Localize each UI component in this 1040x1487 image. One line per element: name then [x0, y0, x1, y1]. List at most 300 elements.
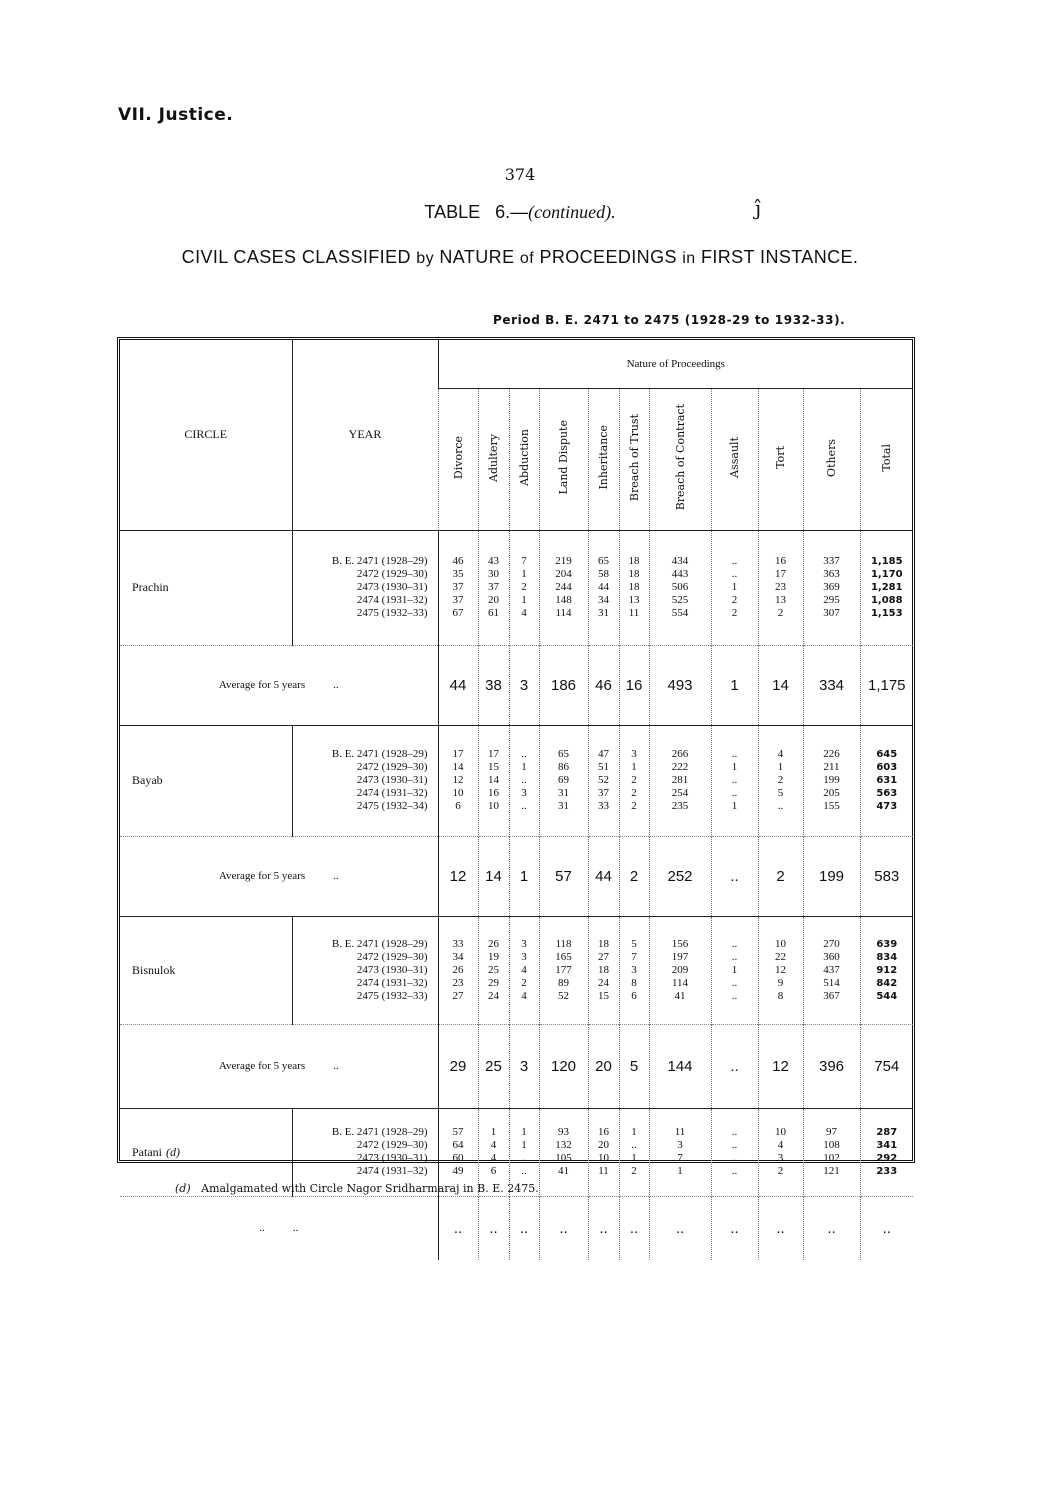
- value-cell: 9: [777, 976, 784, 989]
- value-cell: 23: [775, 581, 786, 593]
- value-cell: 1: [490, 1126, 497, 1138]
- footnote-text: Amalgamated with Circle Nagor Sridharmaraj in B. E. 2475.: [201, 1182, 539, 1195]
- heading-by: by: [416, 250, 434, 267]
- column-header-label: Land Dispute: [557, 420, 570, 495]
- year-list: [292, 725, 438, 836]
- average-value: ..: [711, 836, 758, 916]
- column-header-label: Assault: [728, 437, 741, 478]
- value-cell: 1: [731, 761, 738, 773]
- value-cell: ..: [521, 1165, 527, 1177]
- average-value: 20: [588, 1024, 619, 1108]
- column-header: [619, 388, 649, 530]
- value-cell: 24: [488, 989, 499, 1002]
- value-cell: 1: [731, 800, 738, 812]
- year-label: 2472 (1929–30): [356, 761, 428, 773]
- value-cell: 20: [598, 1139, 609, 1151]
- value-column: [588, 725, 619, 836]
- value-cell: ..: [521, 800, 527, 812]
- value-cell: 10: [488, 800, 499, 812]
- value-cell: 108: [823, 1139, 840, 1151]
- column-header: [478, 388, 509, 530]
- value-cell: 5: [631, 937, 637, 950]
- value-cell: 6: [490, 1165, 497, 1177]
- value-column: [438, 725, 478, 836]
- average-value: 3: [509, 1024, 539, 1108]
- value-cell: 24: [598, 976, 609, 989]
- average-value: 186: [539, 645, 588, 725]
- average-value: 2: [758, 836, 803, 916]
- value-cell: 121: [823, 1165, 840, 1177]
- value-cell: 506: [671, 581, 689, 593]
- average-value: 29: [438, 1024, 478, 1108]
- average-value: 12: [758, 1024, 803, 1108]
- average-value: 25: [478, 1024, 509, 1108]
- table-number: 6.—: [495, 202, 529, 222]
- value-cell: 31: [598, 607, 609, 619]
- value-cell: 132: [555, 1139, 572, 1151]
- value-cell: 33: [598, 800, 609, 812]
- value-cell: 842: [876, 977, 898, 989]
- average-value: 14: [478, 836, 509, 916]
- value-cell: ..: [731, 1165, 738, 1177]
- value-cell: 4: [521, 607, 527, 619]
- year-label: 2475 (1932–34): [356, 800, 428, 812]
- value-column: [588, 916, 619, 1024]
- value-cell: 19: [488, 950, 499, 963]
- table-title: [0, 202, 1040, 223]
- average-value: ..: [509, 1196, 539, 1260]
- value-cell: 44: [598, 581, 609, 593]
- value-column: [539, 916, 588, 1024]
- value-cell: 6: [455, 800, 461, 812]
- column-header-label: Others: [825, 438, 838, 477]
- value-cell: ..: [731, 1139, 738, 1151]
- value-cell: ..: [731, 748, 738, 760]
- value-cell: 341: [876, 1140, 898, 1151]
- value-cell: 270: [823, 937, 840, 950]
- value-column: [539, 725, 588, 836]
- year-label: 2474 (1931–32): [356, 976, 428, 989]
- average-value: 1,175: [860, 645, 913, 725]
- value-cell: 31: [558, 787, 569, 799]
- circle-data-row: [120, 530, 913, 645]
- value-column: [588, 1108, 619, 1196]
- value-cell: 1: [521, 568, 527, 580]
- value-cell: 37: [452, 594, 464, 606]
- value-column: [649, 530, 711, 645]
- average-value: 5: [619, 1024, 649, 1108]
- column-header: [509, 388, 539, 530]
- value-cell: 23: [452, 976, 464, 989]
- average-value: 44: [588, 836, 619, 916]
- value-cell: 43: [488, 555, 499, 567]
- average-value: 12: [438, 836, 478, 916]
- year-list: [292, 916, 438, 1024]
- column-header: [711, 388, 758, 530]
- value-cell: 11: [674, 1126, 686, 1138]
- value-cell: 912: [876, 964, 898, 976]
- average-value: 14: [758, 645, 803, 725]
- value-cell: 27: [598, 950, 609, 963]
- value-column: [438, 530, 478, 645]
- average-value: 334: [803, 645, 860, 725]
- average-leader-dots: ..: [333, 679, 339, 691]
- value-cell: 205: [823, 787, 840, 799]
- value-cell: 631: [876, 775, 898, 786]
- value-column: [649, 1108, 711, 1196]
- value-cell: 1: [521, 594, 527, 606]
- value-cell: 10: [775, 937, 786, 950]
- value-cell: 307: [823, 607, 840, 619]
- value-cell: 37: [488, 581, 499, 593]
- value-cell: 2: [631, 1165, 637, 1177]
- value-cell: 31: [558, 800, 569, 812]
- value-cell: 12: [452, 774, 464, 786]
- value-column: [539, 1108, 588, 1196]
- value-cell: 14: [488, 774, 499, 786]
- value-cell: 52: [598, 774, 609, 786]
- value-cell: 2: [777, 774, 784, 786]
- year-label: 2473 (1930–31): [356, 1152, 428, 1164]
- value-cell: 17: [488, 748, 499, 760]
- value-cell: 204: [555, 568, 572, 580]
- average-value: 1: [711, 645, 758, 725]
- average-value: 396: [803, 1024, 860, 1108]
- circle-label: Bisnulok: [132, 962, 176, 977]
- column-header: [649, 388, 711, 530]
- average-value: 44: [438, 645, 478, 725]
- year-label: 2472 (1929–30): [356, 950, 428, 963]
- value-cell: 102: [823, 1152, 840, 1164]
- value-cell: 473: [876, 801, 898, 812]
- value-cell: 16: [488, 787, 499, 799]
- circle-name: [120, 916, 292, 1024]
- value-cell: 15: [598, 989, 609, 1002]
- value-cell: 17: [452, 748, 464, 760]
- value-cell: 35: [452, 568, 464, 580]
- average-value: ..: [711, 1196, 758, 1260]
- value-cell: 367: [823, 989, 840, 1002]
- average-label-text: Average for 5 years: [218, 679, 306, 691]
- average-leader-dots: ..: [333, 870, 339, 882]
- value-cell: 18: [628, 568, 640, 580]
- average-row: [120, 1196, 913, 1260]
- value-cell: 29: [488, 976, 499, 989]
- value-cell: 1: [777, 761, 784, 773]
- heading-of: of: [519, 250, 535, 267]
- value-cell: 41: [674, 989, 686, 1002]
- value-column: [803, 1108, 860, 1196]
- value-cell: 4: [490, 1139, 497, 1151]
- value-cell: 46: [452, 555, 464, 567]
- value-cell: 211: [823, 761, 840, 773]
- value-cell: 209: [671, 963, 689, 976]
- value-cell: 26: [452, 963, 464, 976]
- value-column: [619, 916, 649, 1024]
- value-cell: 18: [598, 937, 609, 950]
- value-cell: 563: [876, 788, 898, 799]
- value-cell: 222: [671, 761, 689, 773]
- table-label: TABLE: [424, 202, 481, 222]
- value-cell: ..: [731, 1152, 738, 1164]
- average-row: [120, 1024, 913, 1108]
- average-value: 754: [860, 1024, 913, 1108]
- column-header-label: Breach of Trust: [627, 413, 641, 502]
- value-cell: 8: [777, 989, 784, 1002]
- value-cell: 148: [555, 594, 572, 606]
- average-value: 57: [539, 836, 588, 916]
- value-cell: 3: [777, 1152, 784, 1164]
- value-cell: 437: [823, 963, 840, 976]
- average-value: ..: [539, 1196, 588, 1260]
- year-label: 2474 (1931–32): [356, 787, 428, 799]
- value-cell: ..: [731, 555, 738, 567]
- value-cell: 544: [876, 990, 898, 1002]
- average-value: 16: [619, 645, 649, 725]
- average-value: 2: [619, 836, 649, 916]
- heading-in: in: [682, 250, 696, 267]
- average-value: 252: [649, 836, 711, 916]
- value-cell: 58: [598, 568, 609, 580]
- year-label: B. E. 2471 (1928–29): [331, 748, 428, 760]
- value-cell: 1: [521, 1126, 527, 1138]
- value-cell: 69: [558, 774, 569, 786]
- value-column: [803, 725, 860, 836]
- value-column: [588, 530, 619, 645]
- year-header: YEAR: [292, 340, 438, 530]
- value-cell: 199: [823, 774, 840, 786]
- value-cell: 14: [452, 761, 464, 773]
- year-label: B. E. 2471 (1928–29): [331, 555, 428, 567]
- value-cell: 292: [876, 1153, 898, 1164]
- value-cell: 1,153: [870, 608, 903, 619]
- value-cell: 65: [558, 748, 569, 760]
- value-cell: 11: [598, 1165, 609, 1177]
- circle-label: Prachin: [132, 580, 169, 594]
- value-cell: ..: [731, 950, 738, 963]
- value-cell: 235: [671, 800, 689, 812]
- value-cell: 12: [775, 963, 786, 976]
- value-cell: 337: [823, 555, 840, 567]
- circle-note: (d): [166, 1144, 180, 1159]
- column-header-label: Total: [880, 443, 894, 472]
- value-cell: 34: [598, 594, 609, 606]
- value-cell: 105: [555, 1152, 572, 1164]
- column-header: [803, 388, 860, 530]
- value-cell: 2: [731, 594, 738, 606]
- value-cell: 47: [598, 748, 609, 760]
- value-cell: 7: [631, 950, 637, 963]
- value-cell: 22: [775, 950, 786, 963]
- year-label: 2473 (1930–31): [356, 774, 428, 786]
- value-cell: 1,088: [870, 595, 903, 606]
- value-cell: ..: [521, 748, 527, 760]
- column-header: [438, 388, 478, 530]
- value-cell: 10: [775, 1126, 786, 1138]
- value-cell: 6: [631, 989, 637, 1002]
- year-label: 2473 (1930–31): [356, 963, 428, 976]
- value-cell: 603: [876, 762, 898, 773]
- average-label: [120, 645, 438, 725]
- value-cell: ..: [521, 774, 527, 786]
- value-cell: 1,170: [870, 569, 903, 580]
- value-cell: 10: [452, 787, 464, 799]
- value-cell: 295: [823, 594, 840, 606]
- value-cell: 514: [823, 976, 840, 989]
- nature-header: Nature of Proceedings: [438, 340, 913, 388]
- value-column: [860, 725, 913, 836]
- circle-name: [120, 725, 292, 836]
- heading-part3: PROCEEDINGS: [539, 247, 677, 267]
- value-cell: 3: [521, 787, 527, 799]
- heading-part4: FIRST INSTANCE.: [700, 247, 859, 267]
- average-value: 144: [649, 1024, 711, 1108]
- average-leader-dots: ..: [333, 1060, 339, 1072]
- average-label: [120, 1196, 438, 1260]
- column-header-label: Inheritance: [597, 425, 610, 490]
- column-header-label: Adultery: [487, 433, 500, 482]
- value-cell: 1: [631, 1152, 637, 1164]
- value-cell: 33: [452, 937, 464, 950]
- main-heading: [0, 247, 1040, 268]
- average-value: ..: [619, 1196, 649, 1260]
- value-cell: 2: [777, 1165, 784, 1177]
- value-cell: 2: [731, 607, 738, 619]
- average-value: 38: [478, 645, 509, 725]
- value-cell: 37: [598, 787, 609, 799]
- value-cell: 177: [555, 963, 572, 976]
- heading-part2: NATURE: [439, 247, 515, 267]
- value-cell: 7: [521, 555, 527, 567]
- value-cell: 4: [521, 963, 527, 976]
- column-header-label: Breach of Contract: [673, 404, 687, 511]
- year-label: 2472 (1929–30): [356, 1139, 428, 1151]
- circle-data-row: [120, 916, 913, 1024]
- value-cell: 114: [671, 976, 689, 989]
- value-column: [758, 530, 803, 645]
- value-cell: 2: [631, 787, 637, 799]
- value-column: [478, 916, 509, 1024]
- value-cell: 49: [452, 1165, 464, 1177]
- average-value: ..: [649, 1196, 711, 1260]
- circle-header: CIRCLE: [184, 427, 228, 442]
- value-cell: 114: [555, 607, 572, 619]
- value-cell: 20: [488, 594, 499, 606]
- value-cell: 197: [671, 950, 689, 963]
- value-cell: 89: [558, 976, 569, 989]
- value-cell: 30: [488, 568, 499, 580]
- average-value: ..: [438, 1196, 478, 1260]
- value-cell: 4: [777, 1139, 784, 1151]
- value-cell: ..: [731, 976, 738, 989]
- average-value: 583: [860, 836, 913, 916]
- average-label: [120, 1024, 438, 1108]
- year-label: 2473 (1930–31): [356, 581, 428, 593]
- value-cell: 1: [731, 581, 738, 593]
- value-cell: ..: [731, 1126, 738, 1138]
- value-column: [509, 725, 539, 836]
- value-column: [509, 916, 539, 1024]
- value-cell: 360: [823, 950, 840, 963]
- value-cell: ..: [731, 989, 738, 1002]
- average-row: [120, 645, 913, 725]
- average-label: [120, 836, 438, 916]
- value-cell: ..: [777, 800, 784, 812]
- footnote: [175, 1182, 539, 1195]
- value-cell: ..: [631, 1139, 637, 1151]
- value-column: [711, 530, 758, 645]
- value-cell: 4: [777, 748, 784, 760]
- average-row: [120, 836, 913, 916]
- average-label-text: ..: [259, 1222, 265, 1235]
- value-cell: 16: [598, 1126, 609, 1138]
- value-cell: 97: [826, 1126, 837, 1138]
- value-cell: 7: [677, 1152, 683, 1164]
- value-cell: 41: [558, 1165, 569, 1177]
- value-cell: 1: [631, 761, 637, 773]
- value-cell: 51: [598, 761, 609, 773]
- value-cell: 11: [628, 607, 640, 619]
- value-cell: 155: [823, 800, 840, 812]
- average-value: ..: [478, 1196, 509, 1260]
- value-cell: 86: [558, 761, 569, 773]
- value-cell: 2: [521, 581, 527, 593]
- average-label-text: Average for 5 years: [218, 870, 306, 882]
- average-value: 1: [509, 836, 539, 916]
- value-column: [711, 725, 758, 836]
- year-list: [292, 530, 438, 645]
- value-column: [711, 916, 758, 1024]
- column-header-label: Abduction: [517, 429, 531, 486]
- value-column: [860, 530, 913, 645]
- value-column: [860, 1108, 913, 1196]
- average-value: ..: [803, 1196, 860, 1260]
- circle-name: [120, 530, 292, 645]
- value-cell: ..: [731, 568, 738, 580]
- period-line: Period B. E. 2471 to 2475 (1928-29 to 1932-33).: [493, 313, 846, 327]
- year-label: 2475 (1932–33): [356, 989, 428, 1002]
- value-cell: 281: [671, 774, 689, 786]
- value-cell: 3: [677, 1139, 683, 1151]
- circle-label: Patani: [132, 1144, 162, 1159]
- year-label: 2474 (1931–32): [356, 1165, 428, 1177]
- value-cell: 18: [598, 963, 609, 976]
- year-label: 2474 (1931–32): [356, 594, 428, 606]
- value-column: [539, 530, 588, 645]
- value-column: [619, 530, 649, 645]
- value-cell: 2: [777, 607, 784, 619]
- value-cell: 60: [452, 1152, 464, 1164]
- value-cell: 1: [521, 1139, 527, 1151]
- average-value: 3: [509, 645, 539, 725]
- value-cell: 18: [628, 581, 640, 593]
- column-header: [588, 388, 619, 530]
- average-value: ..: [860, 1196, 913, 1260]
- value-cell: 443: [671, 568, 689, 580]
- column-header: [860, 388, 913, 530]
- value-cell: ..: [731, 937, 738, 950]
- value-cell: 65: [598, 555, 609, 567]
- page-number: 374: [504, 165, 536, 184]
- value-cell: 10: [598, 1152, 609, 1164]
- value-cell: 645: [876, 749, 898, 760]
- value-cell: 18: [628, 555, 640, 567]
- average-value: ..: [711, 1024, 758, 1108]
- handwritten-mark: ĵ: [755, 196, 762, 220]
- value-cell: 64: [452, 1139, 464, 1151]
- year-label: B. E. 2471 (1928–29): [331, 937, 428, 950]
- value-cell: 554: [671, 607, 689, 619]
